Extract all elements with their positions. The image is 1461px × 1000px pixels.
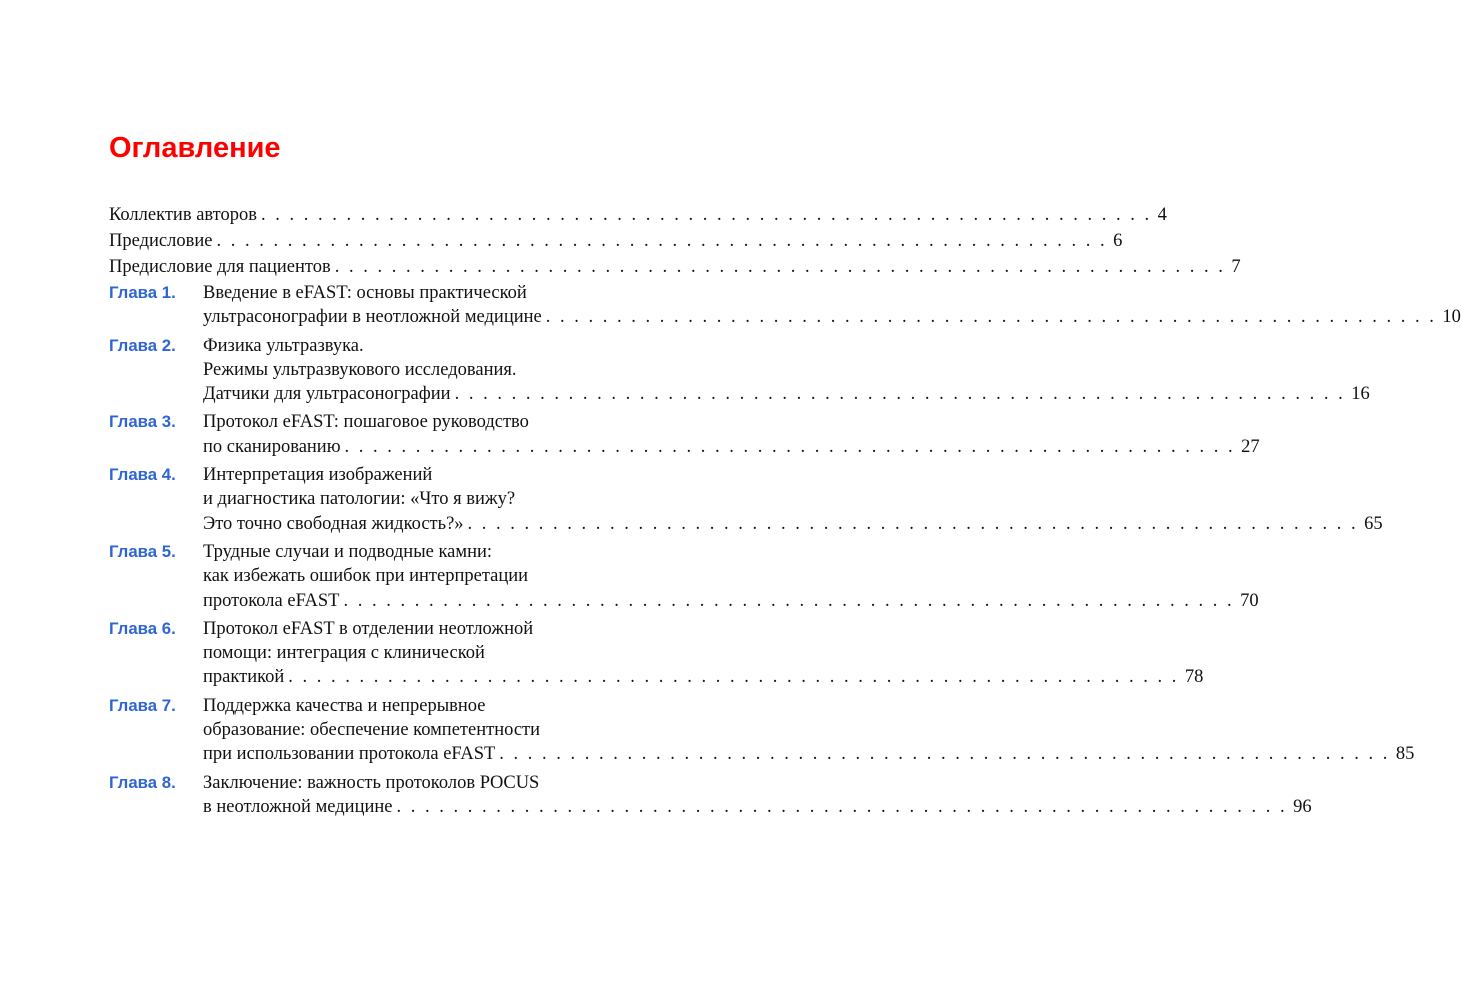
- toc-entry-chapter-7[interactable]: [109, 694, 1415, 767]
- toc-line: [203, 795, 1312, 819]
- toc-line: [109, 203, 1167, 227]
- toc-line: [203, 487, 686, 511]
- dot-leader: . . . . . . . . . . . . . . . . . . . . . . . . . . . . . . . . . . . . . . . . . . . . . . . . . . . . . . . . . . . . . . .: [344, 436, 1236, 457]
- toc-line: [203, 410, 686, 434]
- page-number: 4: [1157, 205, 1167, 225]
- toc-line: [203, 334, 686, 358]
- page-number: 7: [1231, 256, 1241, 277]
- toc-line: [203, 512, 1383, 536]
- page-number: 10: [1442, 307, 1461, 328]
- chapter-label: Глава 2.: [109, 335, 176, 355]
- toc-entry-text: Предисловие: [109, 230, 213, 251]
- page-number: 78: [1184, 667, 1204, 688]
- toc-line: [203, 742, 1415, 766]
- toc-entry-chapter-5[interactable]: [109, 540, 1259, 613]
- chapter-title: [203, 463, 1383, 536]
- toc-entry-text: в неотложной медицине: [203, 796, 393, 817]
- page-number: 96: [1293, 796, 1312, 817]
- chapter-title: [203, 771, 1312, 820]
- dot-leader: . . . . . . . . . . . . . . . . . . . . . . . . . . . . . . . . . . . . . . . . . . . . . . . . . . . . . . . . . . . . . . .: [343, 590, 1235, 611]
- page-number: 70: [1240, 590, 1259, 611]
- toc-entry-text: практикой: [203, 667, 285, 688]
- toc-entry-text: Интерпретация изображений: [203, 465, 433, 486]
- toc-entry-text: Трудные случаи и подводные камни:: [203, 541, 493, 562]
- toc-line: [203, 358, 686, 382]
- toc-entry-body: [109, 229, 1123, 253]
- toc-line: [203, 589, 1259, 613]
- page-number: 27: [1241, 436, 1260, 457]
- page-number: 85: [1395, 744, 1415, 765]
- chapter-title: [203, 540, 1259, 613]
- toc-entry-text: как избежать ошибок при интерпретации: [203, 566, 529, 587]
- toc-entry-chapter-8[interactable]: [109, 771, 1312, 820]
- dot-leader: . . . . . . . . . . . . . . . . . . . . . . . . . . . . . . . . . . . . . . . . . . . . . . . . . . . . . . . . . . . . . . .: [396, 796, 1288, 817]
- chapter-title: [203, 281, 1461, 330]
- table-of-contents: [109, 203, 1461, 819]
- toc-entry-text: ультрасонографии в неотложной медицине: [203, 307, 542, 328]
- toc-entry-chapter-6[interactable]: [109, 617, 1204, 690]
- chapter-label: Глава 5.: [109, 541, 176, 561]
- toc-entry-text: Это точно свободная жидкость?»: [203, 513, 464, 534]
- toc-entry-text: образование: обеспечение компетентности: [203, 720, 541, 740]
- toc-entry-body: [109, 203, 1167, 227]
- toc-entry-text: при использовании протокола eFAST: [203, 744, 496, 765]
- page-title: Оглавление: [109, 132, 281, 164]
- dot-leader: . . . . . . . . . . . . . . . . . . . . . . . . . . . . . . . . . . . . . . . . . . . . . . . . . . . . . . . . . . . . . . .: [499, 744, 1390, 765]
- page-number: 65: [1364, 513, 1383, 534]
- toc-line: [203, 771, 686, 795]
- toc-entry-text: Заключение: важность протоколов POCUS: [203, 772, 540, 793]
- toc-entry-text: Датчики для ультрасонографии: [203, 384, 451, 405]
- dot-leader: . . . . . . . . . . . . . . . . . . . . . . . . . . . . . . . . . . . . . . . . . . . . . . . . . . . . . . . . . . . . . . .: [467, 513, 1359, 534]
- chapter-title: [203, 617, 1204, 690]
- toc-line: [203, 641, 686, 665]
- page-number: 6: [1113, 230, 1123, 251]
- toc-line: [203, 463, 686, 487]
- toc-entry-text: Предисловие для пациентов: [109, 256, 331, 277]
- toc-line: [203, 382, 1370, 406]
- toc-line: [203, 718, 686, 742]
- chapter-title: [203, 694, 1415, 767]
- chapter-title: [203, 334, 1370, 407]
- toc-entry-chapter-1[interactable]: [109, 281, 1461, 330]
- toc-entry-text: Протокол eFAST: пошаговое руководство: [203, 412, 529, 433]
- toc-entry-chapter-4[interactable]: [109, 463, 1383, 536]
- dot-leader: . . . . . . . . . . . . . . . . . . . . . . . . . . . . . . . . . . . . . . . . . . . . . . . . . . . . . . . . . . . . . . .: [334, 256, 1226, 277]
- toc-line: [203, 540, 686, 564]
- toc-entry-front-matter[interactable]: [109, 203, 1167, 227]
- toc-entry-text: Введение в eFAST: основы практической: [203, 282, 527, 303]
- dot-leader: . . . . . . . . . . . . . . . . . . . . . . . . . . . . . . . . . . . . . . . . . . . . . . . . . . . . . . . . . . . . . . .: [545, 307, 1437, 328]
- toc-entry-text: протокола eFAST: [203, 590, 340, 611]
- toc-line: [203, 617, 686, 641]
- toc-line: [109, 229, 1123, 253]
- chapter-label: Глава 3.: [109, 412, 176, 432]
- toc-line: [203, 665, 1204, 689]
- page-number: 16: [1351, 384, 1370, 405]
- toc-entry-text: Физика ультразвука.: [203, 335, 364, 356]
- chapter-label: Глава 8.: [109, 772, 176, 792]
- toc-entry-text: и диагностика патологии: «Что я вижу?: [203, 489, 516, 510]
- toc-entry-text: Режимы ультразвукового исследования.: [203, 359, 517, 380]
- toc-entry-chapter-2[interactable]: [109, 334, 1370, 407]
- toc-line: [203, 564, 686, 588]
- toc-entry-front-matter[interactable]: [109, 255, 1241, 279]
- toc-entry-text: Коллектив авторов: [109, 205, 257, 225]
- toc-entry-text: Протокол eFAST в отделении неотложной: [203, 618, 534, 639]
- chapter-label: Глава 7.: [109, 695, 176, 715]
- toc-line: [203, 694, 686, 718]
- toc-entry-body: [109, 255, 1241, 279]
- toc-entry-text: Поддержка качества и непрерывное: [203, 695, 486, 716]
- toc-entry-text: помощи: интеграция с клинической: [203, 643, 485, 664]
- dot-leader: . . . . . . . . . . . . . . . . . . . . . . . . . . . . . . . . . . . . . . . . . . . . . . . . . . . . . . . . . . . . . . .: [261, 205, 1152, 225]
- toc-line: [109, 255, 1241, 279]
- dot-leader: . . . . . . . . . . . . . . . . . . . . . . . . . . . . . . . . . . . . . . . . . . . . . . . . . . . . . . . . . . . . . . .: [454, 384, 1346, 405]
- chapter-label: Глава 1.: [109, 282, 176, 302]
- toc-line: [203, 281, 686, 305]
- chapter-title: [203, 410, 1260, 459]
- chapter-label: Глава 4.: [109, 465, 176, 485]
- toc-entry-text: по сканированию: [203, 436, 341, 457]
- chapter-label: Глава 6.: [109, 618, 176, 638]
- toc-line: [203, 435, 1260, 459]
- toc-line: [203, 305, 1461, 329]
- dot-leader: . . . . . . . . . . . . . . . . . . . . . . . . . . . . . . . . . . . . . . . . . . . . . . . . . . . . . . . . . . . . . . .: [288, 667, 1179, 688]
- toc-entry-chapter-3[interactable]: [109, 410, 1260, 459]
- toc-entry-front-matter[interactable]: [109, 229, 1123, 253]
- dot-leader: . . . . . . . . . . . . . . . . . . . . . . . . . . . . . . . . . . . . . . . . . . . . . . . . . . . . . . . . . . . . . . .: [216, 230, 1108, 251]
